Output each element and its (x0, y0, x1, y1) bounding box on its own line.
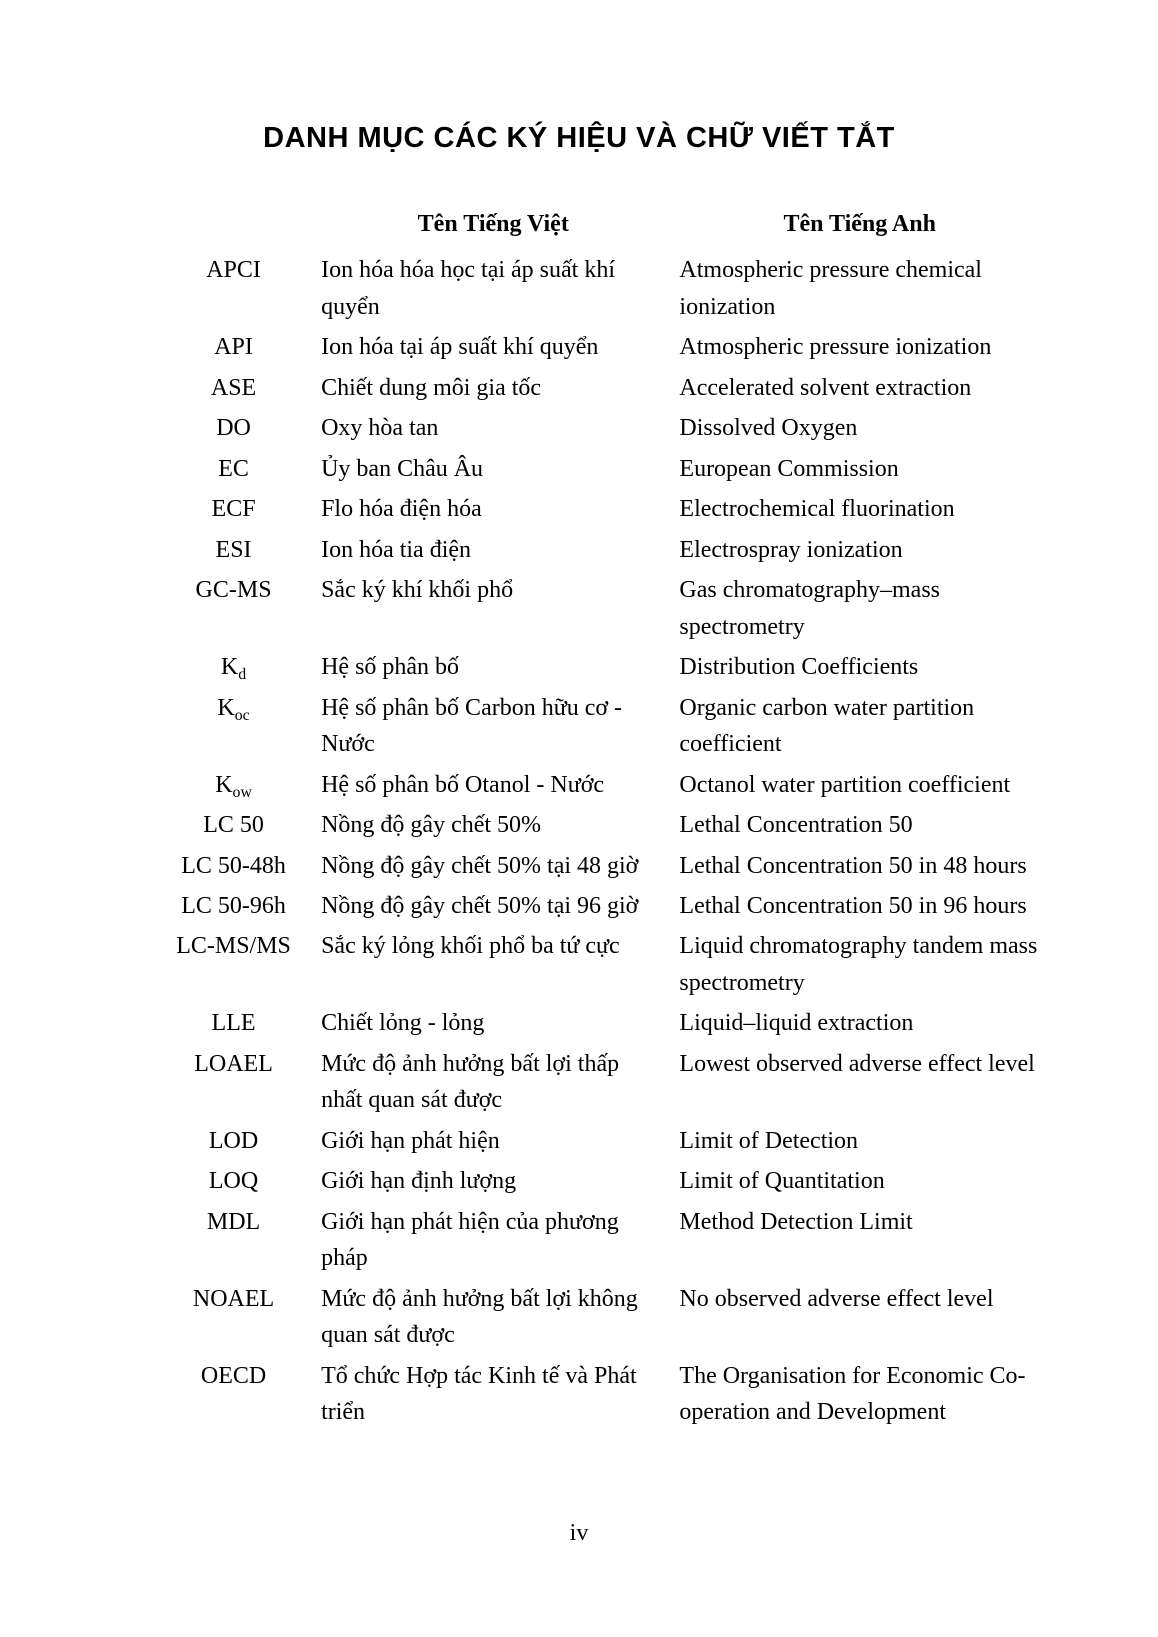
vietnamese-cell: Mức độ ảnh hưởng bất lợi thấp nhất quan sát được (321, 1050, 620, 1114)
abbreviation-cell: LC-MS/MS (176, 933, 291, 960)
english-cell: Dissolved Oxygen (679, 415, 858, 442)
vietnamese-cell: Hệ số phân bố (321, 654, 460, 681)
abbreviation-cell: $K_{ow}$ (215, 771, 252, 801)
english-cell: Gas chromatography–mass spectrometry (679, 577, 941, 640)
table-row (160, 1005, 1040, 1045)
english-cell: Accelerated solvent extraction (679, 374, 972, 401)
english-cell: European Commission (679, 455, 899, 482)
vietnamese-cell: Hệ số phân bố Otanol - Nước (321, 771, 605, 798)
vietnamese-cell: Ion hóa tại áp suất khí quyển (321, 334, 599, 361)
english-cell: Atmospheric pressure chemical ionization (679, 257, 982, 320)
abbreviation-cell: LOQ (208, 1168, 259, 1195)
abbreviation-cell: NOAEL (192, 1285, 275, 1312)
column-header-abbreviation (160, 206, 321, 252)
table-row (160, 1204, 1040, 1281)
abbreviation-cell: EC (218, 455, 249, 482)
english-cell: Atmospheric pressure ionization (679, 334, 992, 361)
abbreviation-cell: $K_{oc}$ (217, 694, 250, 724)
vietnamese-cell: Flo hóa điện hóa (321, 496, 482, 523)
english-cell: Lethal Concentration 50 (679, 812, 913, 839)
table-row (160, 491, 1040, 531)
table-row (160, 1163, 1040, 1203)
vietnamese-cell: Chiết dung môi gia tốc (321, 374, 542, 401)
vietnamese-cell: Oxy hòa tan (321, 415, 439, 442)
vietnamese-cell: Ion hóa tia điện (321, 536, 472, 563)
abbreviation-subscript: d (238, 666, 247, 684)
table-row (160, 572, 1040, 649)
vietnamese-cell: Chiết lỏng - lỏng (321, 1010, 485, 1037)
abbreviation-cell: LOAEL (194, 1050, 273, 1077)
english-cell: Lethal Concentration 50 in 48 hours (679, 852, 1027, 879)
abbreviation-subscript: oc (234, 706, 250, 724)
table-header-row (160, 206, 1040, 252)
abbreviation-cell: APCI (206, 257, 261, 284)
vietnamese-cell: Tổ chức Hợp tác Kinh tế và Phát triển (321, 1362, 637, 1426)
vietnamese-cell: Sắc ký khí khối phổ (321, 577, 514, 604)
abbreviation-cell: ASE (210, 374, 257, 401)
page-number: iv (569, 1520, 589, 1546)
english-cell: Organic carbon water partition coefficient (679, 694, 975, 758)
table-row (160, 252, 1040, 329)
english-cell: The Organisation for Economic Co-operation and Development (679, 1362, 1026, 1426)
english-cell: Electrospray ionization (679, 536, 903, 563)
page-title: DANH MỤC CÁC KÝ HIỆU VÀ CHỮ VIẾT TẮT (263, 122, 895, 154)
table-row (160, 1123, 1040, 1163)
vietnamese-cell: Ủy ban Châu Âu (321, 455, 484, 482)
table-row (160, 329, 1040, 369)
vietnamese-cell: Nồng độ gây chết 50% tại 96 giờ (321, 892, 639, 919)
abbreviation-cell: OECD (200, 1362, 267, 1389)
abbreviation-cell: ESI (215, 536, 252, 563)
table-body (160, 252, 1040, 1434)
abbreviation-cell: LLE (211, 1010, 256, 1037)
vietnamese-cell: Giới hạn phát hiện của phương pháp (321, 1208, 619, 1272)
english-cell: Distribution Coefficients (679, 654, 919, 681)
vietnamese-cell: Ion hóa hóa học tại áp suất khí quyển (321, 257, 615, 320)
abbreviation-cell: API (214, 334, 253, 361)
abbreviation-subscript: ow (232, 783, 252, 801)
table-row (160, 928, 1040, 1005)
column-header-english: Tên Tiếng Anh (783, 211, 936, 237)
vietnamese-cell: Sắc ký lỏng khối phổ ba tứ cực (321, 933, 620, 960)
abbreviation-cell: GC-MS (195, 577, 272, 604)
abbreviation-cell: $K_d$ (220, 654, 247, 684)
english-cell: No observed adverse effect level (679, 1285, 994, 1312)
english-cell: Method Detection Limit (679, 1208, 913, 1235)
vietnamese-cell: Mức độ ảnh hưởng bất lợi không quan sát được (321, 1285, 638, 1349)
english-cell: Lethal Concentration 50 in 96 hours (679, 892, 1027, 919)
abbreviation-cell: DO (216, 415, 251, 442)
table-row (160, 451, 1040, 491)
abbreviation-cell: MDL (206, 1208, 261, 1235)
table-row (160, 888, 1040, 928)
vietnamese-cell: Giới hạn định lượng (321, 1168, 517, 1195)
english-cell: Limit of Quantitation (679, 1168, 885, 1195)
vietnamese-cell: Nồng độ gây chết 50% (321, 812, 542, 839)
table-row (160, 690, 1040, 767)
abbreviation-cell: LC 50 (203, 812, 264, 839)
english-cell: Electrochemical fluorination (679, 496, 955, 523)
abbreviation-cell: LOD (208, 1127, 259, 1154)
table-row (160, 410, 1040, 450)
table-row (160, 532, 1040, 572)
abbreviation-cell: LC 50-48h (181, 852, 286, 879)
english-cell: Liquid chromatography tandem mass spectrometry (679, 933, 1038, 996)
table-row (160, 370, 1040, 410)
vietnamese-cell: Nồng độ gây chết 50% tại 48 giờ (321, 852, 639, 879)
english-cell: Liquid–liquid extraction (679, 1010, 914, 1037)
table-row (160, 1281, 1040, 1358)
table-row (160, 848, 1040, 888)
english-cell: Limit of Detection (679, 1127, 859, 1154)
vietnamese-cell: Giới hạn phát hiện (321, 1127, 500, 1154)
abbreviations-table (160, 206, 1040, 1435)
table-row (160, 807, 1040, 847)
column-header-vietnamese: Tên Tiếng Việt (417, 211, 569, 237)
abbreviation-cell: ECF (211, 496, 256, 523)
table-row (160, 1046, 1040, 1123)
table-row (160, 1358, 1040, 1435)
table-row (160, 767, 1040, 807)
table-header (160, 206, 1040, 252)
english-cell: Octanol water partition coefficient (679, 771, 1011, 798)
vietnamese-cell: Hệ số phân bố Carbon hữu cơ - Nước (321, 694, 623, 758)
abbreviation-cell: LC 50-96h (181, 892, 286, 919)
table-row (160, 649, 1040, 689)
english-cell: Lowest observed adverse effect level (679, 1050, 1035, 1077)
